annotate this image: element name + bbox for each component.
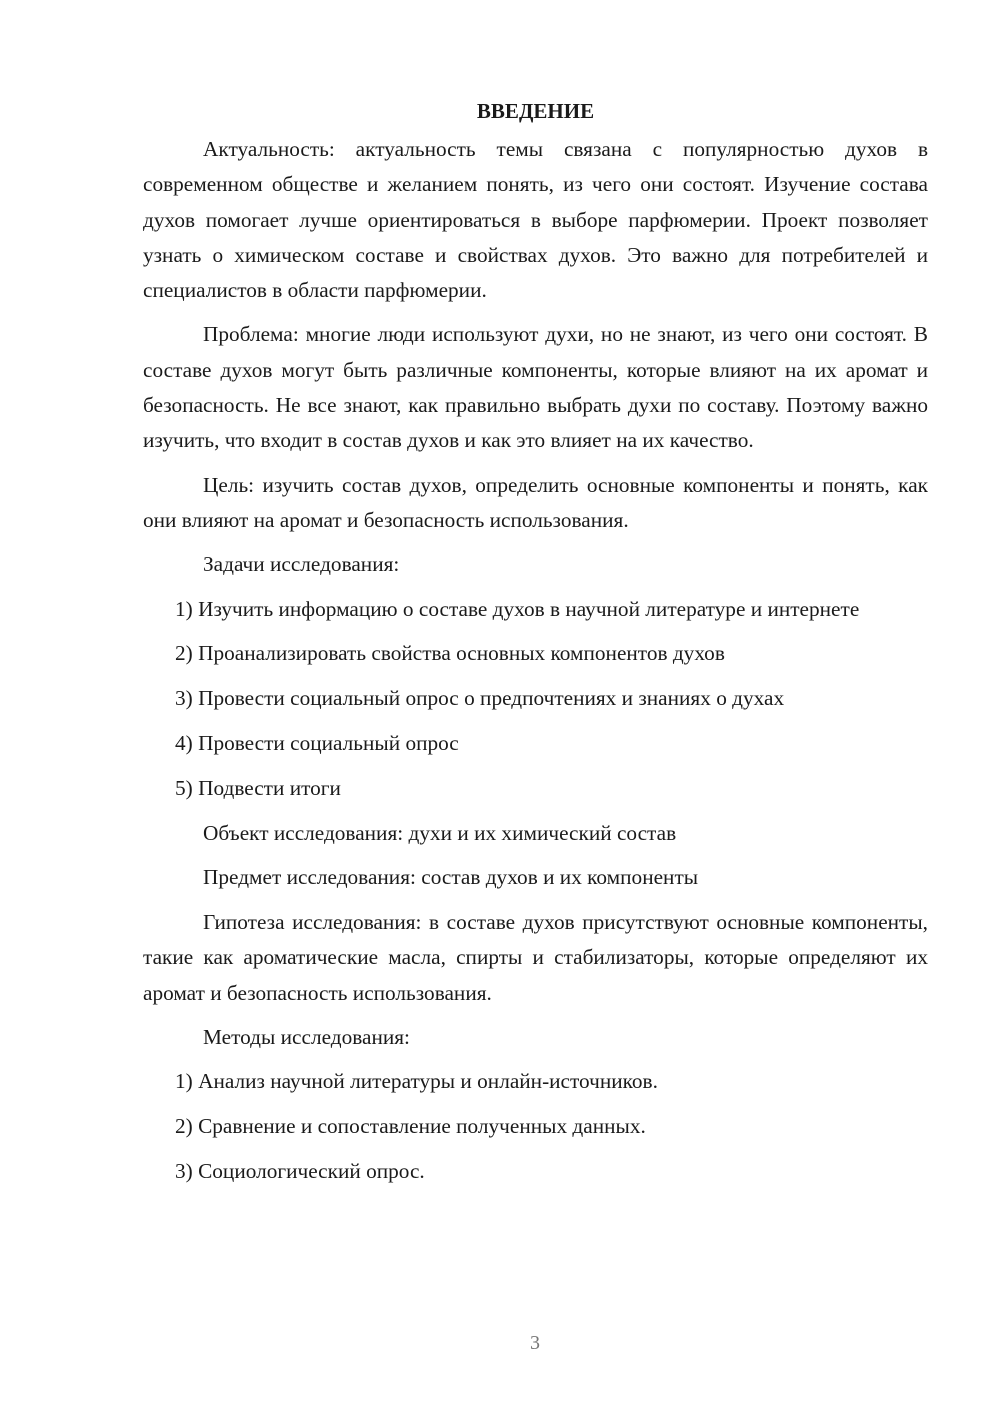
relevance-paragraph: Актуальность: актуальность темы связана с популярностью духов в современном обществе и желанием понять, из чего они состоят. Изучение состава духов помогает лучше ориентироваться в выборе парфюмерии. Проект позволяет узнать о химическом составе и свойствах духов. Это важно для потребителей и специалистов в области парфюмерии.: [143, 137, 928, 303]
method-item: 3) Социологический опрос.: [175, 1158, 425, 1183]
tasks-heading: Задачи исследования:: [203, 552, 400, 577]
goal-paragraph: Цель: изучить состав духов, определить основные компоненты и понять, как они влияют на аромат и безопасность использования.: [143, 472, 928, 532]
task-item: 4) Провести социальный опрос: [175, 730, 459, 755]
task-item: 3) Провести социальный опрос о предпочтениях и знаниях о духах: [175, 686, 785, 711]
hypothesis-paragraph: Гипотеза исследования: в составе духов присутствуют основные компоненты, такие как ароматические масла, спирты и стабилизаторы, которые определяют их аромат и безопасность использования.: [143, 910, 928, 1005]
task-item: 1) Изучить информацию о составе духов в научной литературе и интернете: [175, 596, 860, 621]
document-title: ВВЕДЕНИЕ: [476, 99, 595, 123]
document-page: [143, 96, 928, 1199]
methods-heading: Методы исследования:: [203, 1025, 410, 1050]
task-item: 5) Подвести итоги: [175, 775, 341, 800]
object-paragraph: Объект исследования: духи и их химический состав: [203, 820, 677, 845]
subject-paragraph: Предмет исследования: состав духов и их компоненты: [203, 865, 699, 890]
method-item: 2) Сравнение и сопоставление полученных данных.: [175, 1114, 646, 1139]
problem-paragraph: Проблема: многие люди используют духи, но не знают, из чего они состоят. В составе духов могут быть различные компоненты, которые влияют на их аромат и безопасность. Не все знают, как правильно выбрать духи по составу. Поэтому важно изучить, что входит в состав духов и как это влияет на их качество.: [143, 322, 928, 453]
task-item: 2) Проанализировать свойства основных компонентов духов: [175, 641, 725, 666]
method-item: 1) Анализ научной литературы и онлайн-источников.: [175, 1069, 658, 1094]
page-number: 3: [530, 1332, 540, 1354]
